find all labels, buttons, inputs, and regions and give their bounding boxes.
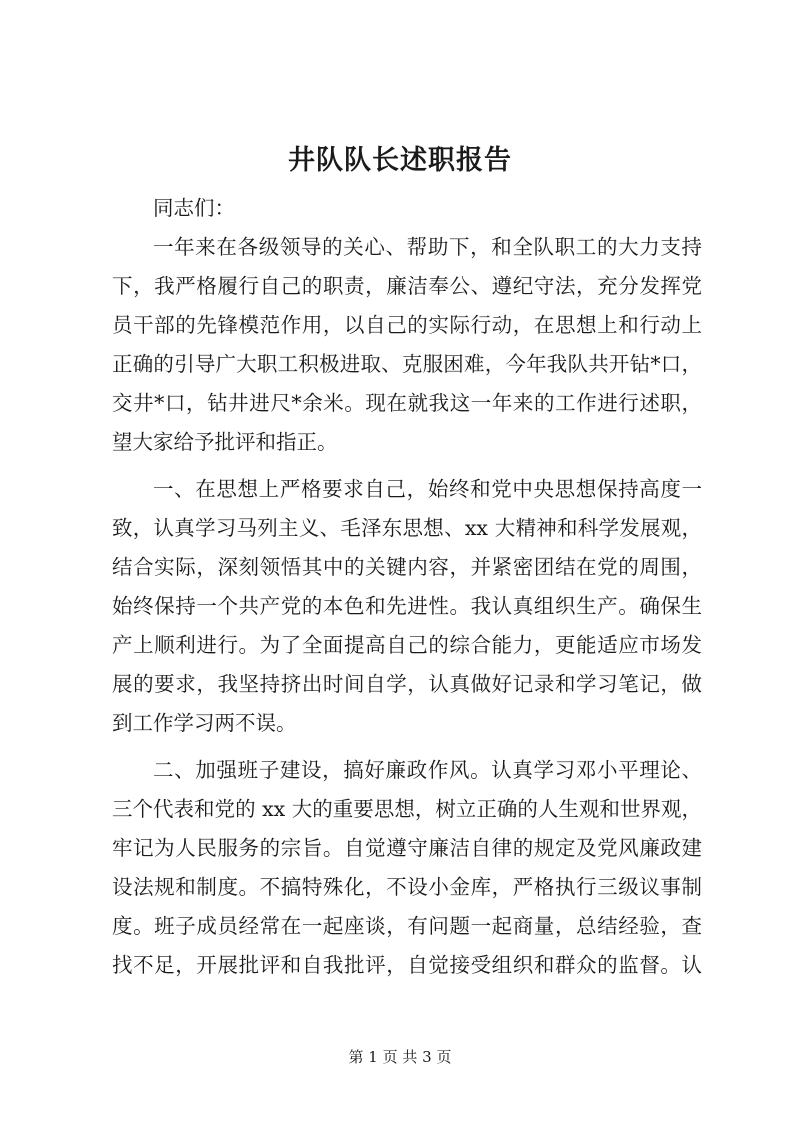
paragraph-line: 二、加强班子建设，搞好廉政作风。认真学习邓小平理论、 <box>153 758 702 782</box>
paragraph-line: 望大家给予批评和指正。 <box>112 430 338 454</box>
paragraph-line: 三个代表和党的 xx 大的重要思想，树立正确的人生观和世界观， <box>112 797 702 821</box>
paragraph-line: 下，我严格履行自己的职责，廉洁奉公、遵纪守法，充分发挥党 <box>112 274 702 298</box>
page-footer: 第 1 页 共 3 页 <box>348 1048 452 1066</box>
salutation: 同志们： <box>153 196 235 220</box>
paragraph-line: 始终保持一个共产党的本色和先进性。我认真组织生产。确保生 <box>112 594 702 618</box>
paragraph-line: 设法规和制度。不搞特殊化，不设小金库，严格执行三级议事制 <box>112 875 702 899</box>
paragraph-line: 产上顺利进行。为了全面提高自己的综合能力，更能适应市场发 <box>112 633 702 657</box>
paragraph-line: 度。班子成员经常在一起座谈，有问题一起商量，总结经验，查 <box>112 914 702 938</box>
paragraph-2 <box>112 470 702 743</box>
paragraph-line: 结合实际，深刻领悟其中的关键内容，并紧密团结在党的周围， <box>112 555 702 579</box>
paragraph-line: 一年来在各级领导的关心、帮助下，和全队职工的大力支持 <box>153 235 702 259</box>
paragraph-line: 展的要求，我坚持挤出时间自学，认真做好记录和学习笔记，做 <box>112 672 702 696</box>
document-title: 井队队长述职报告 <box>288 145 512 176</box>
paragraph-3 <box>112 751 702 985</box>
paragraph-line: 到工作学习两不误。 <box>112 711 297 735</box>
document-body <box>112 189 702 985</box>
paragraph-line: 正确的引导广大职工积极进取、克服困难，今年我队共开钻*口， <box>112 352 702 376</box>
paragraph-line: 一、在思想上严格要求自己，始终和党中央思想保持高度一 <box>153 477 702 501</box>
paragraph-1 <box>112 228 702 462</box>
paragraph-line: 交井*口，钻井进尺*余米。现在就我这一年来的工作进行述职， <box>112 391 702 415</box>
paragraph-line: 牢记为人民服务的宗旨。自觉遵守廉洁自律的规定及党风廉政建 <box>112 836 702 860</box>
paragraph-line: 找不足，开展批评和自我批评，自觉接受组织和群众的监督。认 <box>112 953 702 977</box>
paragraph-line: 致，认真学习马列主义、毛泽东思想、xx 大精神和科学发展观， <box>112 516 702 540</box>
paragraph-line: 员干部的先锋模范作用，以自己的实际行动，在思想上和行动上 <box>112 313 702 337</box>
